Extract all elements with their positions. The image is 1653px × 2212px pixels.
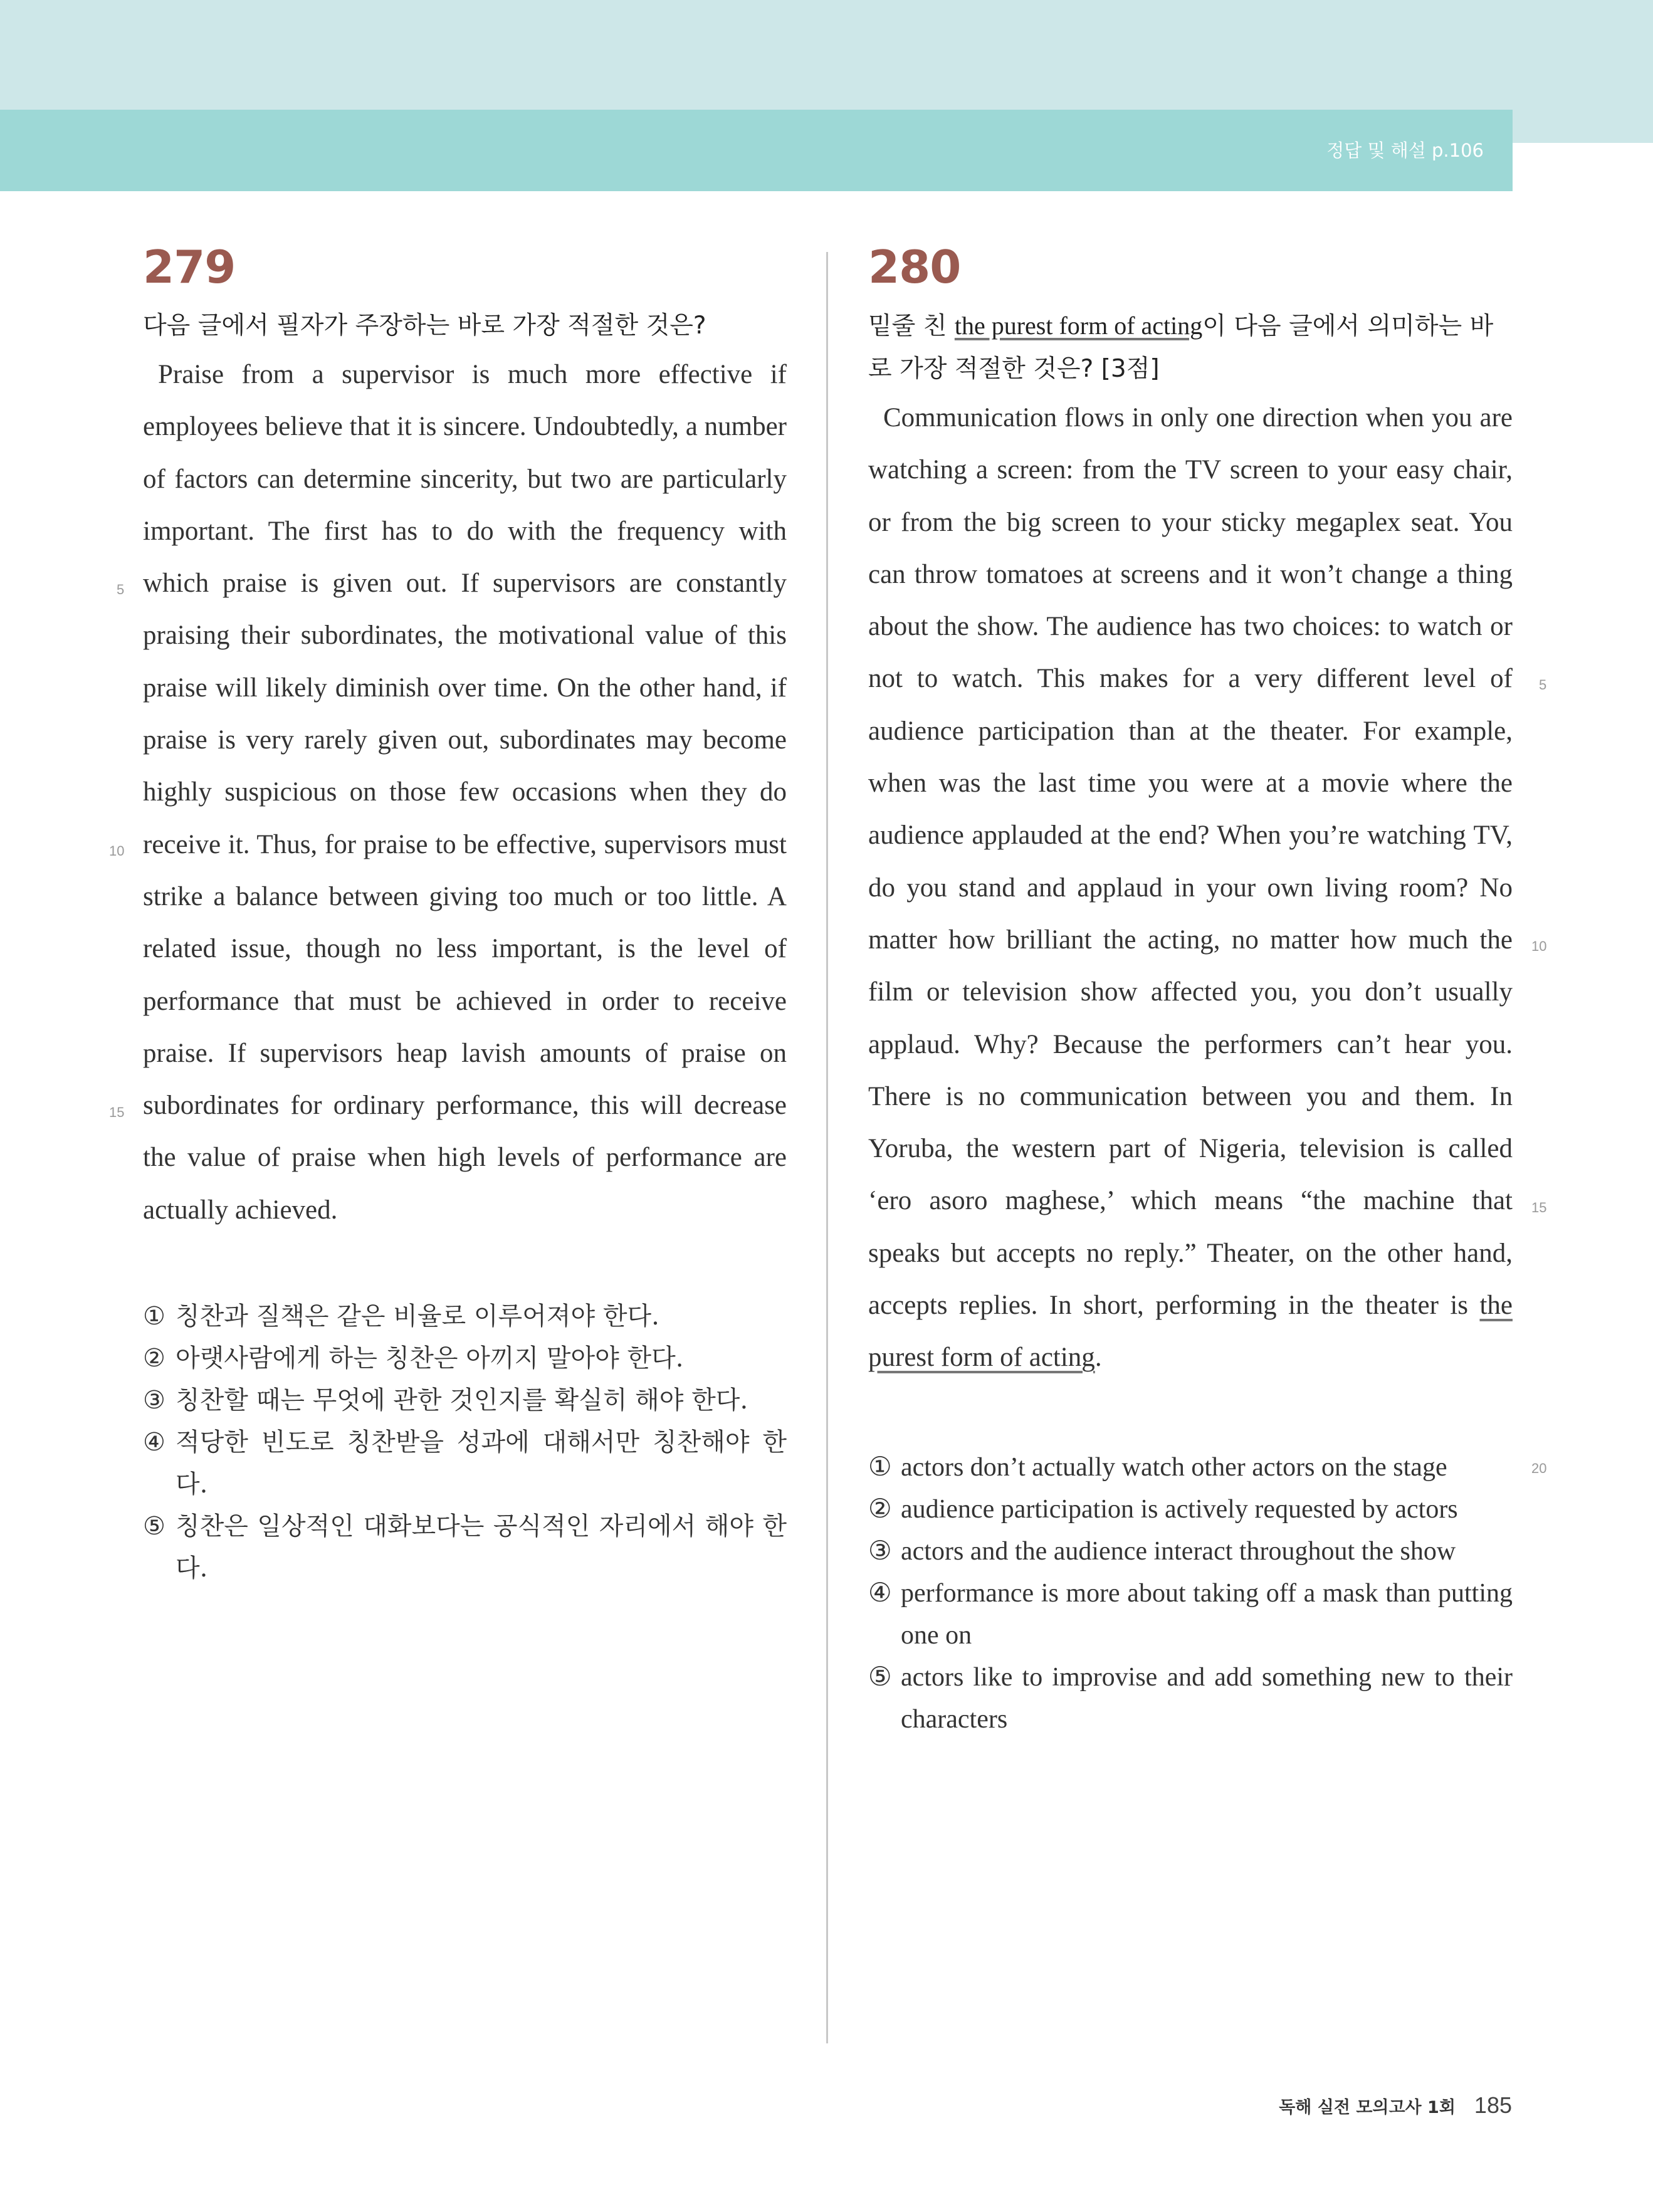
choice-2[interactable]: ② audience participation is actively requested by actors — [868, 1494, 1458, 1524]
line-number: 10 — [1531, 938, 1547, 954]
question-279 — [109, 238, 787, 1590]
choice-3[interactable]: ③ actors and the audience interact throughout the show — [868, 1536, 1456, 1566]
question-number: 279 — [143, 241, 236, 293]
question-prompt: 다음 글에서 필자가 주장하는 바로 가장 적절한 것은? — [143, 312, 706, 340]
prompt-underlined-phrase: the purest form of acting — [954, 312, 1203, 340]
choice-1[interactable]: ① actors don’t actually watch other actors on the stage — [868, 1452, 1447, 1482]
book-title: 독해 실전 모의고사 1회 — [1279, 2098, 1456, 2117]
column-divider — [826, 252, 828, 2043]
header-teal-band — [0, 110, 1513, 191]
passage-underlined-phrase: the purest form of acting — [868, 1291, 1513, 1373]
choice-3[interactable]: ③ 칭찬할 때는 무엇에 관한 것인지를 확실히 해야 한다. — [143, 1386, 748, 1415]
passage: Communication flows in only one direction when you are watching a screen: from the TV screen to your easy chair, or from the big screen to your sticky megaplex seat. You can throw tomatoes at screens and it won’t change a thing about the show. The audience has two choices: to watch or not to watch. This makes for a very different level of audience participation than at the theater. For example, when was the last time you were at a movie where the audience applauded at the end? When you’re watching TV, do you stand and applaud in your own living room? No matter how brilliant the acting, no matter how much the film or television show affected you, you don’t usually applaud. Why? Because the performers can’t hear you. There is no communication between you and them. In Yoruba, the western part of Nigeria, television is called ‘ero asoro maghese,’ which means “the machine that speaks but accepts no reply.” Theater, on the other hand, accepts replies. In short, performing in the theater is the purest form of acting. 5 10 15 20 — [868, 392, 1513, 1384]
passage-text: Praise from a supervisor is much more effective if employees believe that it is sincere. Undoubtedly, a number of factors can determine sincerity, but two are particularly important. The first has to do with the frequency with which praise is given out. If supervisors are constantly praising their subordinates, the motivational value of this praise will likely diminish over time. On the other hand, if praise is very rarely given out, subordinates may become highly suspicious on those few occasions when they do receive it. Thus, for praise to be effective, supervisors must strike a balance between giving too much or too little. A related issue, though no less important, is the level of performance that must be achieved in order to receive praise. If supervisors heap lavish amounts of praise on subordinates for ordinary performance, this will decrease the value of praise when high levels of performance are actually achieved. — [143, 360, 787, 1225]
answer-choices — [143, 1296, 787, 1590]
line-number: 10 — [109, 843, 125, 859]
page-footer — [1279, 2092, 1512, 2119]
choice-4[interactable]: ④ performance is more about taking off a mask than putting one on — [868, 1578, 1513, 1650]
line-number: 15 — [109, 1104, 125, 1120]
question-280 — [868, 238, 1547, 1741]
passage — [109, 349, 787, 1236]
choice-2[interactable]: ② 아랫사람에게 하는 칭찬은 아끼지 말아야 한다. — [143, 1344, 684, 1373]
line-number: 15 — [1531, 1200, 1547, 1215]
answer-choices — [868, 1447, 1513, 1741]
choice-5[interactable]: ⑤ 칭찬은 일상적인 대화보다는 공식적인 자리에서 해야 한다. — [143, 1512, 787, 1583]
answer-reference: 정답 및 해설 p.106 — [1326, 140, 1484, 161]
question-prompt: 밑줄 친 the purest form of acting이 다음 글에서 의미하는 바로 가장 적절한 것은? [3점] — [868, 312, 1494, 383]
passage-text: Communication flows in only one direction when you are watching a screen: from the TV screen to your easy chair, or from the big screen to your sticky megaplex seat. You can throw tomatoes at screens and it won’t change a thing about the show. The audience has two choices: to watch or not to watch. This makes for a very different level of audience participation than at the theater. For example, when was the last time you were at a movie where the audience applauded at the end? When you’re watching TV, do you stand and applaud in your own living room? No matter how brilliant the acting, no matter how much the film or television show affected you, you don’t usually applaud. Why? Because the performers can’t hear you. There is no communication between you and them. In Yoruba, the western part of Nigeria, television is called ‘ero asoro maghese,’ which means “the machine that speaks but accepts no reply.” Theater, on the other hand, accepts replies. In short, performing in the theater is — [868, 403, 1513, 1321]
page-number: 185 — [1474, 2092, 1512, 2118]
choice-4[interactable]: ④ 적당한 빈도로 칭찬받을 성과에 대해서만 칭찬해야 한다. — [143, 1428, 787, 1499]
question-number: 280 — [868, 241, 961, 293]
choice-1[interactable]: ① 칭찬과 질책은 같은 비율로 이루어져야 한다. — [143, 1302, 659, 1331]
choice-5[interactable]: ⑤ actors like to improvise and add something new to their characters — [868, 1662, 1513, 1734]
line-number: 5 — [117, 582, 125, 597]
line-number: 5 — [1539, 677, 1547, 693]
line-number: 20 — [1531, 1460, 1547, 1476]
